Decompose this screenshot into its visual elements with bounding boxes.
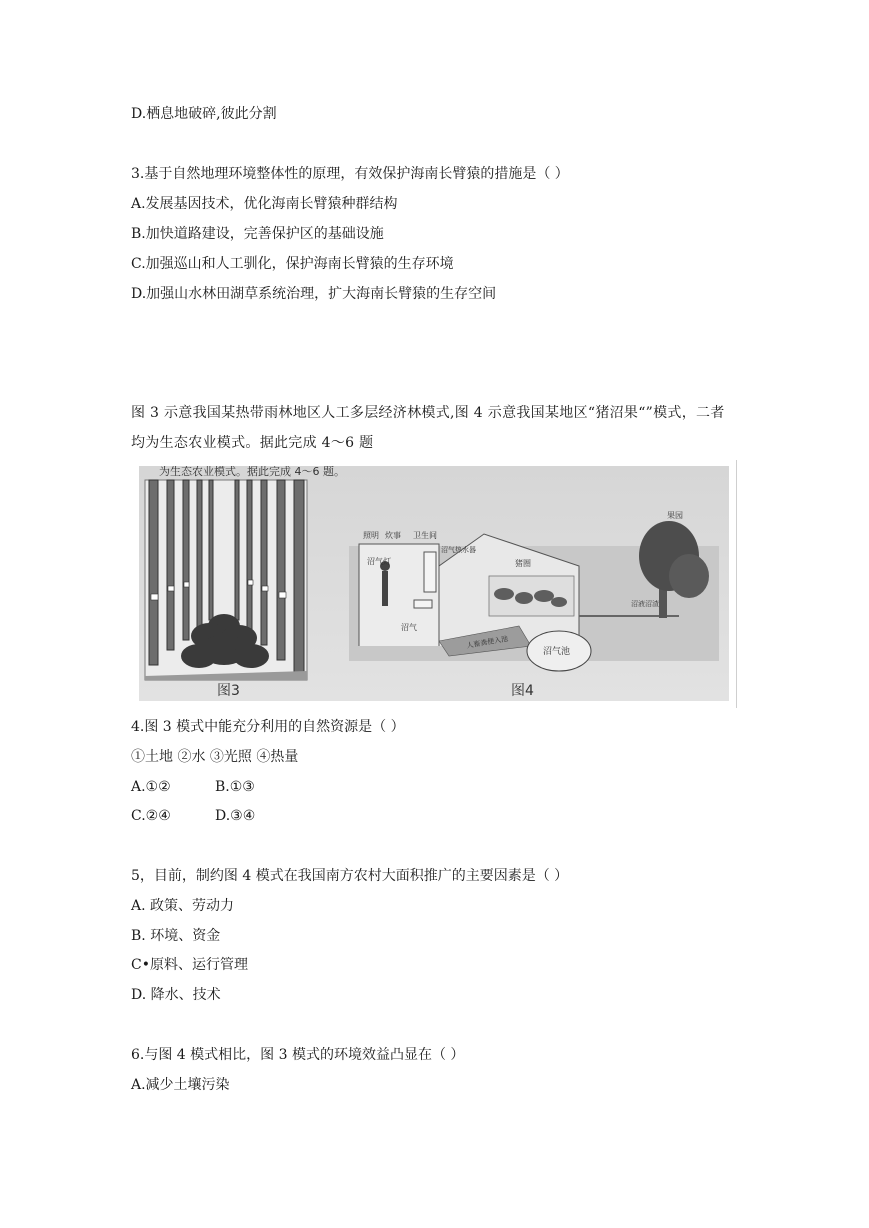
intro-paragraph: 图 3 示意我国某热带雨林地区人工多层经济林模式,图 4 示意我国某地区“猪沼果“”模式，二者 均为生态农业模式。据此完成 4～6 题 [131,405,725,451]
fig3-label: 图3 [217,683,240,699]
fig4-label: 图4 [511,683,534,699]
q4-options-row-1 [131,777,255,797]
fig4-label-inlet: 人畜粪便入池 [465,634,509,650]
q3-stem: 3.基于自然地理环境整体性的原理，有效保护海南长臂猿的措施是（ ） [131,166,569,182]
figure-right-edge [736,460,737,708]
q5-option-d: D. 降水、技术 [131,987,221,1003]
fig4-label-lighting: 照明 [363,531,379,540]
fig4-label-toilet: 卫生间 [413,531,437,540]
q6-stem: 6.与图 4 模式相比，图 3 模式的环境效益凸显在（ ） [131,1047,465,1063]
q2-option-d: D.栖息地破碎,彼此分割 [131,106,277,122]
fig4-label-residue: 沼液沼渣 [631,600,659,608]
figure-top-caption: 为生态农业模式。据此完成 4～6 题。 [159,466,345,478]
q6-option-a: A.减少土壤污染 [131,1077,230,1093]
q5-stem: 5，目前，制约图 4 模式在我国南方农村大面积推广的主要因素是（ ） [131,868,569,884]
q4-option-d: D.③④ [215,808,256,824]
q5-option-c: C•原料、运行管理 [131,957,248,973]
fig4-label-pigsty: 猪圈 [515,559,531,568]
fig4-label-biogas: 沼气 [401,623,417,632]
q5-option-a: A. 政策、劳动力 [131,898,235,914]
fig3-forest-drawing [145,480,307,680]
q3-option-c: C.加强巡山和人工驯化，保护海南长臂猿的生存环境 [131,256,454,272]
q3-option-d: D.加强山水林田湖草系统治理，扩大海南长臂猿的生存空间 [131,286,497,302]
q4-option-c: C.②④ [131,808,171,824]
figure-photo [139,466,729,701]
fig4-label-cooking: 炊事 [385,531,401,540]
fig4-label-tank: 沼气池 [543,647,571,657]
q4-option-b: B.①③ [215,779,255,795]
q3-option-a: A.发展基因技术，优化海南长臂猿种群结构 [131,196,398,212]
fig4-label-heater: 沼气热水器 [441,546,476,554]
q4-stem: 4.图 3 模式中能充分利用的自然资源是（ ） [131,719,405,735]
q4-options-row-2 [131,806,255,826]
fig4-label-orchard: 果园 [667,511,683,520]
fig4-label-lamp: 沼气灯 [367,557,391,566]
q3-option-b: B.加快道路建设，完善保护区的基础设施 [131,226,384,242]
q4-option-a: A.①② [131,779,171,795]
q5-option-b: B. 环境、资金 [131,928,221,944]
q4-items: ①土地 ②水 ③光照 ④热量 [131,749,299,765]
